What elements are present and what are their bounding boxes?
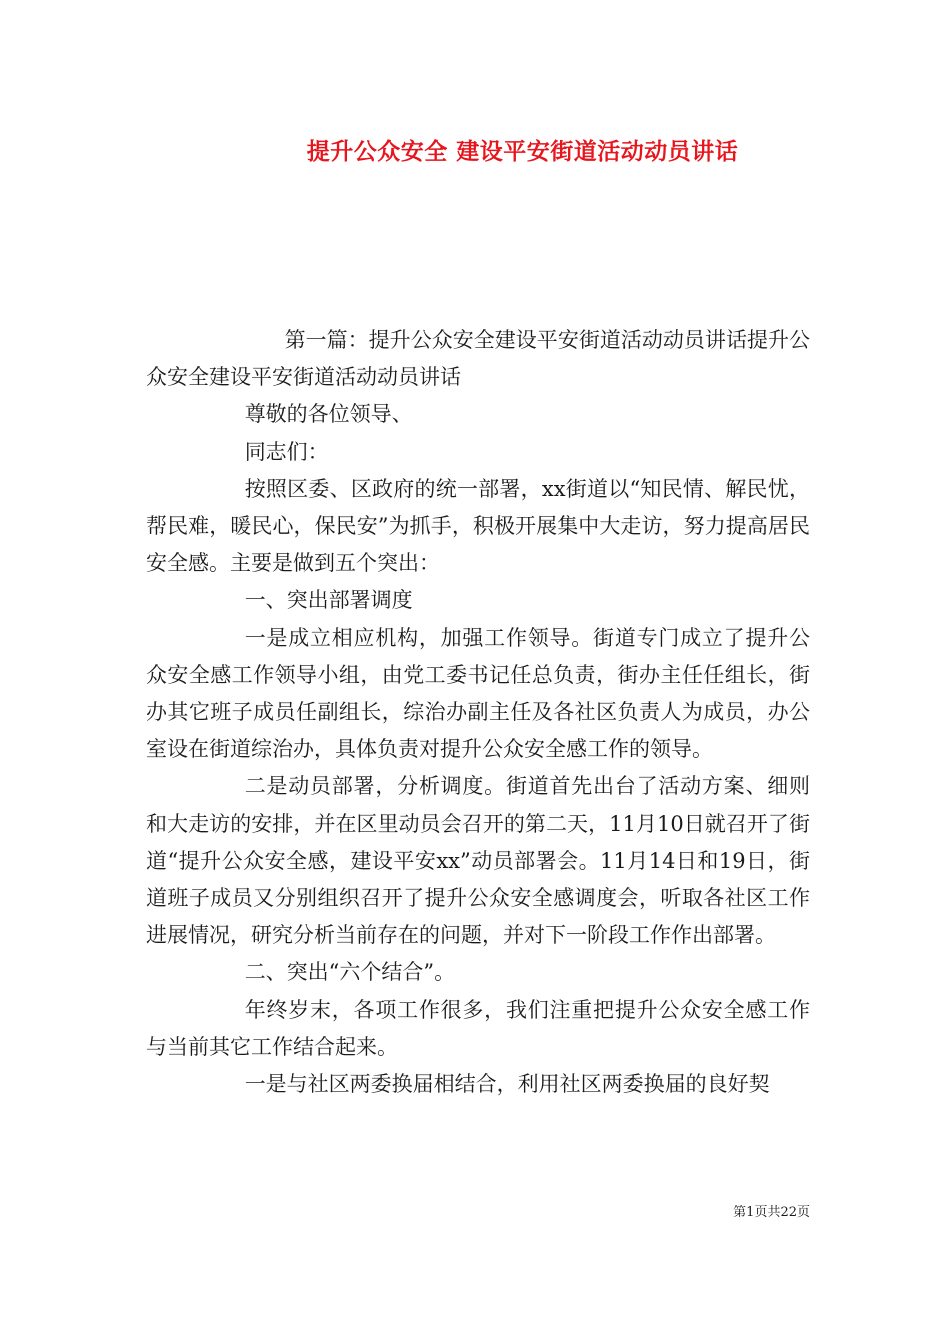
document-title: 提升公众安全 建设平安街道活动动员讲话 [306,138,739,165]
paragraph: 按照区委、区政府的统一部署，xx街道以“知民情、解民忧，帮民难，暖民心，保民安”为抓手，积极开展集中大走访，努力提高居民安全感。主要是做到五个突出： [146,476,810,576]
section-heading: 一、突出部署调度 [244,588,413,613]
paragraph-salutation-2: 同志们： [244,439,329,464]
paragraph: 一是成立相应机构，加强工作领导。街道专门成立了提升公众安全感工作领导小组，由党工委书记任总负责，街办主任任组长，街办其它班子成员任副组长，综治办副主任及各社区负责人为成员，办公室设在街道综治办，具体负责对提升公众安全感工作的领导。 [146,625,810,762]
page-number-footer: 第1页共22页 [733,1205,810,1220]
paragraph: 一是与社区两委换届相结合，利用社区两委换届的良好契 [244,1072,770,1097]
document-body [146,322,810,1103]
paragraph-salutation-1: 尊敬的各位领导、 [244,402,413,427]
paragraph-heading: 第一篇：提升公众安全建设平安街道活动动员讲话提升公众安全建设平安街道活动动员讲话 [146,328,810,390]
paragraph: 二是动员部署，分析调度。街道首先出台了活动方案、细则和大走访的安排，并在区里动员会召开的第二天，11月10日就召开了街道“提升公众安全感，建设平安xx”动员部署会。11月14日和19日，街道班子成员又分别组织召开了提升公众安全感调度会，听取各社区工作进展情况，研究分析当前存在的问题，并对下一阶段工作作出部署。 [146,774,810,948]
section-heading: 二、突出“六个结合”。 [244,960,456,985]
paragraph: 年终岁末，各项工作很多，我们注重把提升公众安全感工作与当前其它工作结合起来。 [146,997,810,1059]
